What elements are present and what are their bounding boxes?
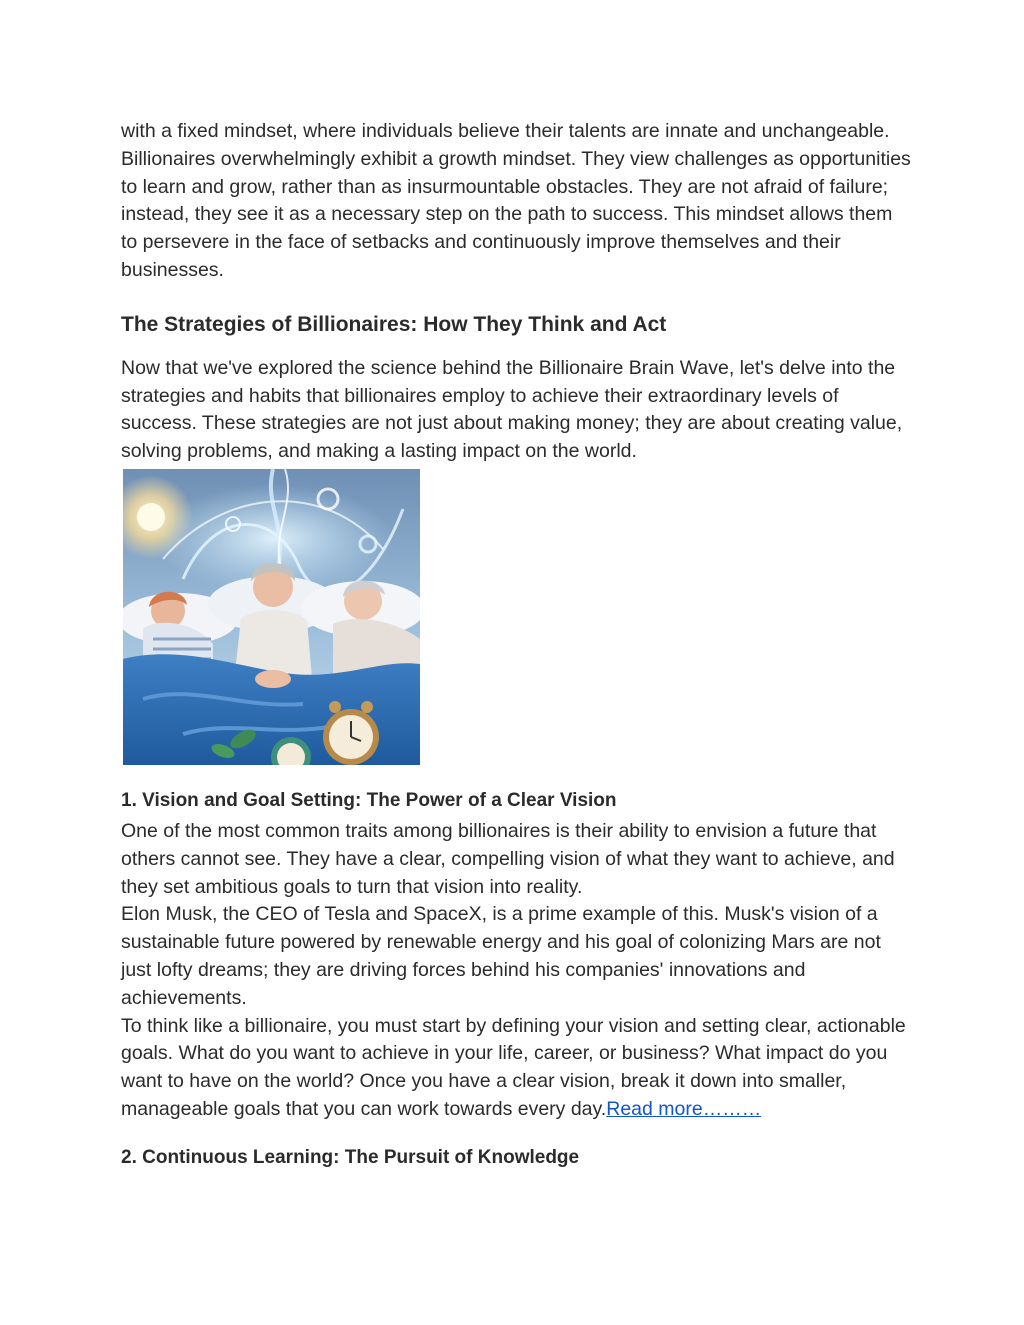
- section-1-heading: 1. Vision and Goal Setting: The Power of a Clear Vision: [121, 789, 617, 811]
- section-1-paragraph-3-text: To think like a billionaire, you must start by defining your vision and setting clear, actionable goals. What do you want to achieve in your life, career, or business? What impact do you want to have on the world? Once you have a clear vision, break it down into smaller, manageable goals that you can work towards every day.: [121, 1014, 906, 1120]
- section-2-heading: 2. Continuous Learning: The Pursuit of Knowledge: [121, 1146, 580, 1168]
- intro-paragraph-1: with a fixed mindset, where individuals believe their talents are innate and unchangeable.: [121, 120, 890, 142]
- intro-paragraph-2: Billionaires overwhelmingly exhibit a growth mindset. They view challenges as opportunities to learn and grow, rather than as insurmountable obstacles. They are not afraid of failure; instead, they see it as a necessary step on the path to success. This mindset allows them to persevere in the face of setbacks and continuously improve themselves and their businesses.: [121, 147, 911, 281]
- strategies-heading: The Strategies of Billionaires: How They Think and Act: [121, 312, 667, 336]
- document-page: [121, 118, 911, 1172]
- section-1-paragraph-1: One of the most common traits among billionaires is their ability to envision a future that others cannot see. They have a clear, compelling vision of what they want to achieve, and they set ambitious goals to turn that vision into reality.: [121, 819, 895, 898]
- read-more-link[interactable]: Read more………: [606, 1097, 762, 1120]
- strategies-paragraph: Now that we've explored the science behind the Billionaire Brain Wave, let's delve into the strategies and habits that billionaires employ to achieve their extraordinary levels of success. These strategies are not just about making money; they are about creating value, solving problems, and making a lasting impact on the world.: [121, 356, 903, 463]
- section-1-paragraph-2: Elon Musk, the CEO of Tesla and SpaceX, is a prime example of this. Musk's vision of a sustainable future powered by renewable energy and his goal of colonizing Mars are not just lofty dreams; they are driving forces behind his companies' innovations and achievements.: [121, 903, 881, 1009]
- illustration-sleeping-women: [123, 469, 420, 765]
- section-1-paragraph-3: [121, 1013, 911, 1124]
